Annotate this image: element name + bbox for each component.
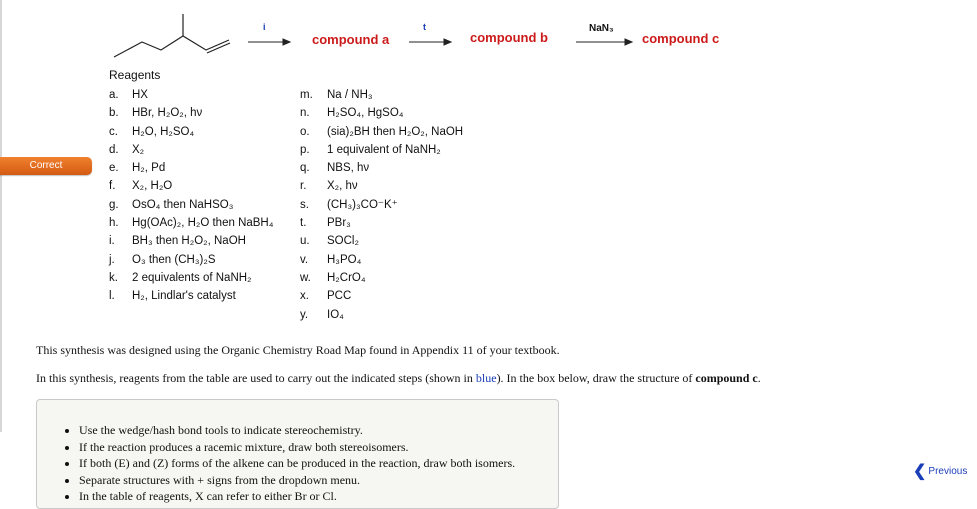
reagent-letter: w. — [300, 271, 311, 284]
reagent-item — [109, 269, 273, 287]
reagent-letter: e. — [109, 162, 119, 175]
reagent-item — [300, 177, 463, 195]
reagent-letter: s. — [300, 198, 309, 211]
reagent-item — [300, 251, 463, 269]
chevron-left-icon: ❮ — [913, 462, 927, 480]
reagent-letter: x. — [300, 290, 309, 303]
reagent-text: H₂CrO₄ — [327, 271, 366, 284]
task-paragraph — [36, 371, 761, 386]
status-badge: Correct — [0, 157, 92, 175]
reagent-letter: c. — [109, 125, 118, 138]
reagent-text: NBS, hν — [327, 162, 370, 175]
compound-b: compound b — [470, 30, 548, 45]
reagent-letter: y. — [300, 308, 309, 321]
task-text-start: In this synthesis, reagents from the table are used to carry out the indicated steps (shown in — [36, 371, 476, 385]
instruction-item: • Separate structures with + signs from the dropdown menu. — [79, 472, 558, 489]
reagent-text: H₃PO₄ — [327, 253, 362, 266]
reagent-letter: b. — [109, 107, 119, 120]
reagent-letter: u. — [300, 235, 310, 248]
reagent-item — [300, 287, 463, 305]
reagent-text: HBr, H₂O₂, hν — [132, 107, 203, 120]
reagent-item — [109, 214, 273, 232]
instruction-item: • If the reaction produces a racemic mixture, draw both stereoisomers. — [79, 439, 558, 456]
reagents-left-column — [109, 86, 273, 306]
reagent-item — [109, 86, 273, 104]
reagent-letter: a. — [109, 89, 119, 101]
reagent-item — [300, 232, 463, 250]
reagents-title: Reagents — [109, 68, 161, 82]
reagent-text: X₂, H₂O — [132, 180, 173, 193]
reagent-letter: q. — [300, 162, 310, 175]
reagent-text: (sia)₂BH then H₂O₂, NaOH — [327, 125, 464, 138]
reagent-item — [109, 159, 273, 177]
step-1-label: i — [263, 22, 266, 32]
reagent-item — [109, 251, 273, 269]
reagent-text: (CH₃)₃CO⁻K⁺ — [327, 198, 398, 211]
reagent-letter: k. — [109, 271, 118, 284]
reagent-text: X₂ — [132, 143, 145, 156]
reagent-text: 2 equivalents of NaNH₂ — [132, 271, 252, 284]
reagent-item — [109, 123, 273, 141]
reagent-letter: o. — [300, 125, 310, 138]
previous-button[interactable] — [913, 462, 968, 480]
reagent-text: 1 equivalent of NaNH₂ — [327, 143, 441, 156]
reagent-item — [300, 141, 463, 159]
reagent-letter: j. — [109, 253, 115, 266]
previous-label: Previous — [928, 466, 968, 477]
reagent-text: H₂SO₄, HgSO₄ — [327, 107, 404, 120]
reagent-letter: n. — [300, 107, 310, 120]
reagent-letter: g. — [109, 198, 119, 211]
intro-paragraph: This synthesis was designed using the Organic Chemistry Road Map found in Appendix 11 of your textbook. — [36, 343, 560, 357]
reagent-item — [300, 104, 463, 122]
reagent-item — [109, 232, 273, 250]
reagent-item — [109, 196, 273, 214]
reagent-text: PCC — [327, 290, 352, 303]
reagent-item — [109, 104, 273, 122]
reagent-text: HX — [132, 89, 148, 101]
reagent-text: OsO₄ then NaHSO₃ — [132, 198, 234, 211]
task-text-end: . — [757, 371, 761, 385]
reagent-letter: i. — [109, 235, 115, 248]
task-text-target: compound c — [695, 371, 758, 385]
reagents-right-column — [300, 86, 463, 324]
reagent-item — [300, 123, 463, 141]
reagent-text: SOCl₂ — [327, 235, 359, 248]
step-3-label: NaN₃ — [589, 23, 614, 34]
arrow-step-2 — [409, 39, 451, 45]
reagent-letter: d. — [109, 143, 119, 156]
reagent-text: H₂, Lindlar's catalyst — [132, 290, 236, 303]
reagent-item — [300, 306, 463, 324]
reagent-item — [300, 159, 463, 177]
starting-material-structure — [114, 14, 230, 57]
instruction-item: • In the table of reagents, X can refer to either Br or Cl. — [79, 488, 558, 505]
reagent-letter: f. — [109, 180, 116, 193]
reagent-item — [300, 214, 463, 232]
instructions-list — [37, 400, 558, 505]
reagent-text: Na / NH₃ — [327, 89, 373, 101]
reagent-text: IO₄ — [327, 308, 344, 321]
reagent-letter: m. — [300, 89, 313, 101]
reagent-item — [109, 177, 273, 195]
reagent-text: Hg(OAc)₂, H₂O then NaBH₄ — [132, 217, 274, 230]
reagent-item — [300, 86, 463, 104]
instruction-item: • Use the wedge/hash bond tools to indicate stereochemistry. — [79, 422, 558, 439]
reagent-item — [300, 196, 463, 214]
reagent-item — [109, 287, 273, 305]
task-text-blue: blue — [475, 371, 497, 385]
compound-a: compound a — [312, 32, 390, 47]
reagent-text: BH₃ then H₂O₂, NaOH — [132, 235, 246, 248]
reagent-text: H₂, Pd — [132, 162, 166, 175]
reagent-text: X₂, hν — [327, 180, 358, 193]
instruction-item: • If both (E) and (Z) forms of the alkene can be produced in the reaction, draw both isomers. — [79, 455, 558, 472]
reagent-letter: r. — [300, 180, 307, 193]
reagent-item — [300, 269, 463, 287]
arrow-step-3 — [576, 39, 632, 45]
reagent-letter: l. — [109, 290, 115, 303]
task-text-middle: ). In the box below, draw the structure of — [496, 371, 696, 385]
reagent-letter: t. — [300, 217, 307, 230]
instructions-box — [36, 399, 559, 509]
step-2-label: t — [423, 22, 426, 32]
reagent-letter: p. — [300, 143, 310, 156]
compound-c: compound c — [642, 31, 720, 46]
reagent-letter: h. — [109, 217, 119, 230]
reagent-item — [109, 141, 273, 159]
reagent-text: O₃ then (CH₃)₂S — [132, 253, 216, 266]
reagent-text: PBr₃ — [327, 217, 351, 230]
reagent-letter: v. — [300, 253, 309, 266]
arrow-step-1 — [248, 39, 290, 45]
reagent-text: H₂O, H₂SO₄ — [132, 125, 195, 138]
